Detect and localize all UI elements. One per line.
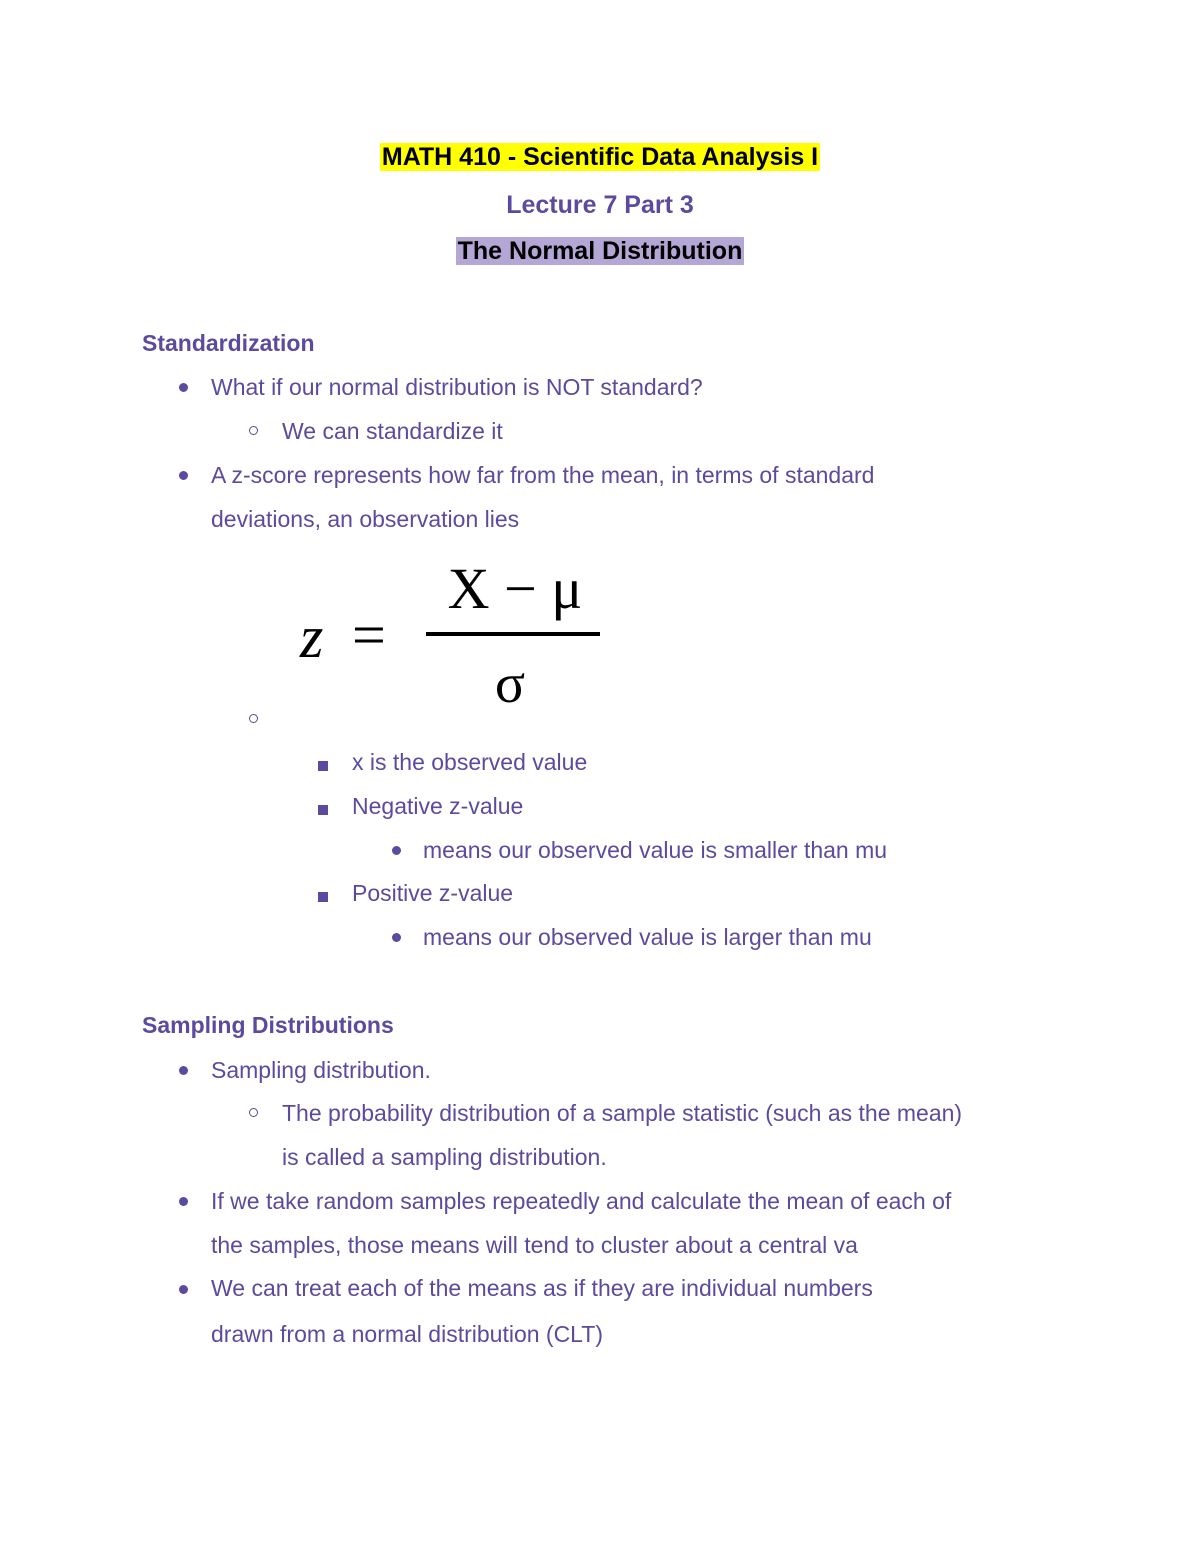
bullet-dot-icon [392,846,401,855]
course-title: MATH 410 - Scientific Data Analysis I [381,143,819,171]
bullet-dot-icon [392,933,401,942]
list-item: The probability distribution of a sample statistic (such as the mean) [282,1100,963,1126]
list-item: We can standardize it [282,418,503,444]
fraction-bar [426,632,600,636]
list-item: We can treat each of the means as if they are individual numbers [211,1275,873,1301]
list-item-continuation: deviations, an observation lies [211,506,520,532]
bullet-dot-icon [179,383,188,392]
formula-lhs: z [300,604,324,670]
section-heading-standardization: Standardization [142,330,315,356]
z-score-formula [290,556,620,720]
bullet-square-icon [318,892,328,902]
list-item: means our observed value is larger than mu [423,924,872,950]
lecture-title: Lecture 7 Part 3 [506,191,694,219]
bullet-dot-icon [179,1066,188,1075]
bullet-ring-icon [249,426,258,435]
bullet-square-icon [318,761,328,771]
bullet-ring-icon [249,714,258,723]
list-item-continuation: the samples, those means will tend to cluster about a central va [211,1232,858,1258]
list-item: Sampling distribution. [211,1057,431,1083]
list-item-continuation: is called a sampling distribution. [282,1144,607,1170]
topic-title-line [0,237,1200,265]
list-item: If we take random samples repeatedly and calculate the mean of each of [211,1188,952,1214]
list-item: Negative z-value [352,793,524,819]
list-item-continuation: drawn from a normal distribution (CLT) [211,1321,603,1347]
topic-title: The Normal Distribution [457,237,743,265]
formula-numerator: X − μ [447,556,583,621]
list-item: What if our normal distribution is NOT standard? [211,374,703,400]
bullet-dot-icon [179,471,188,480]
list-item: means our observed value is smaller than mu [423,837,888,863]
list-item: A z-score represents how far from the mean, in terms of standard [211,462,875,488]
bullet-dot-icon [179,1285,188,1294]
course-title-line [0,143,1200,171]
formula-denominator: σ [494,653,526,715]
bullet-ring-icon [249,1108,258,1117]
list-item: Positive z-value [352,880,514,906]
formula-equals: = [352,602,386,668]
list-item: x is the observed value [352,749,588,775]
section-heading-sampling: Sampling Distributions [142,1012,394,1038]
bullet-dot-icon [179,1197,188,1206]
bullet-square-icon [318,805,328,815]
